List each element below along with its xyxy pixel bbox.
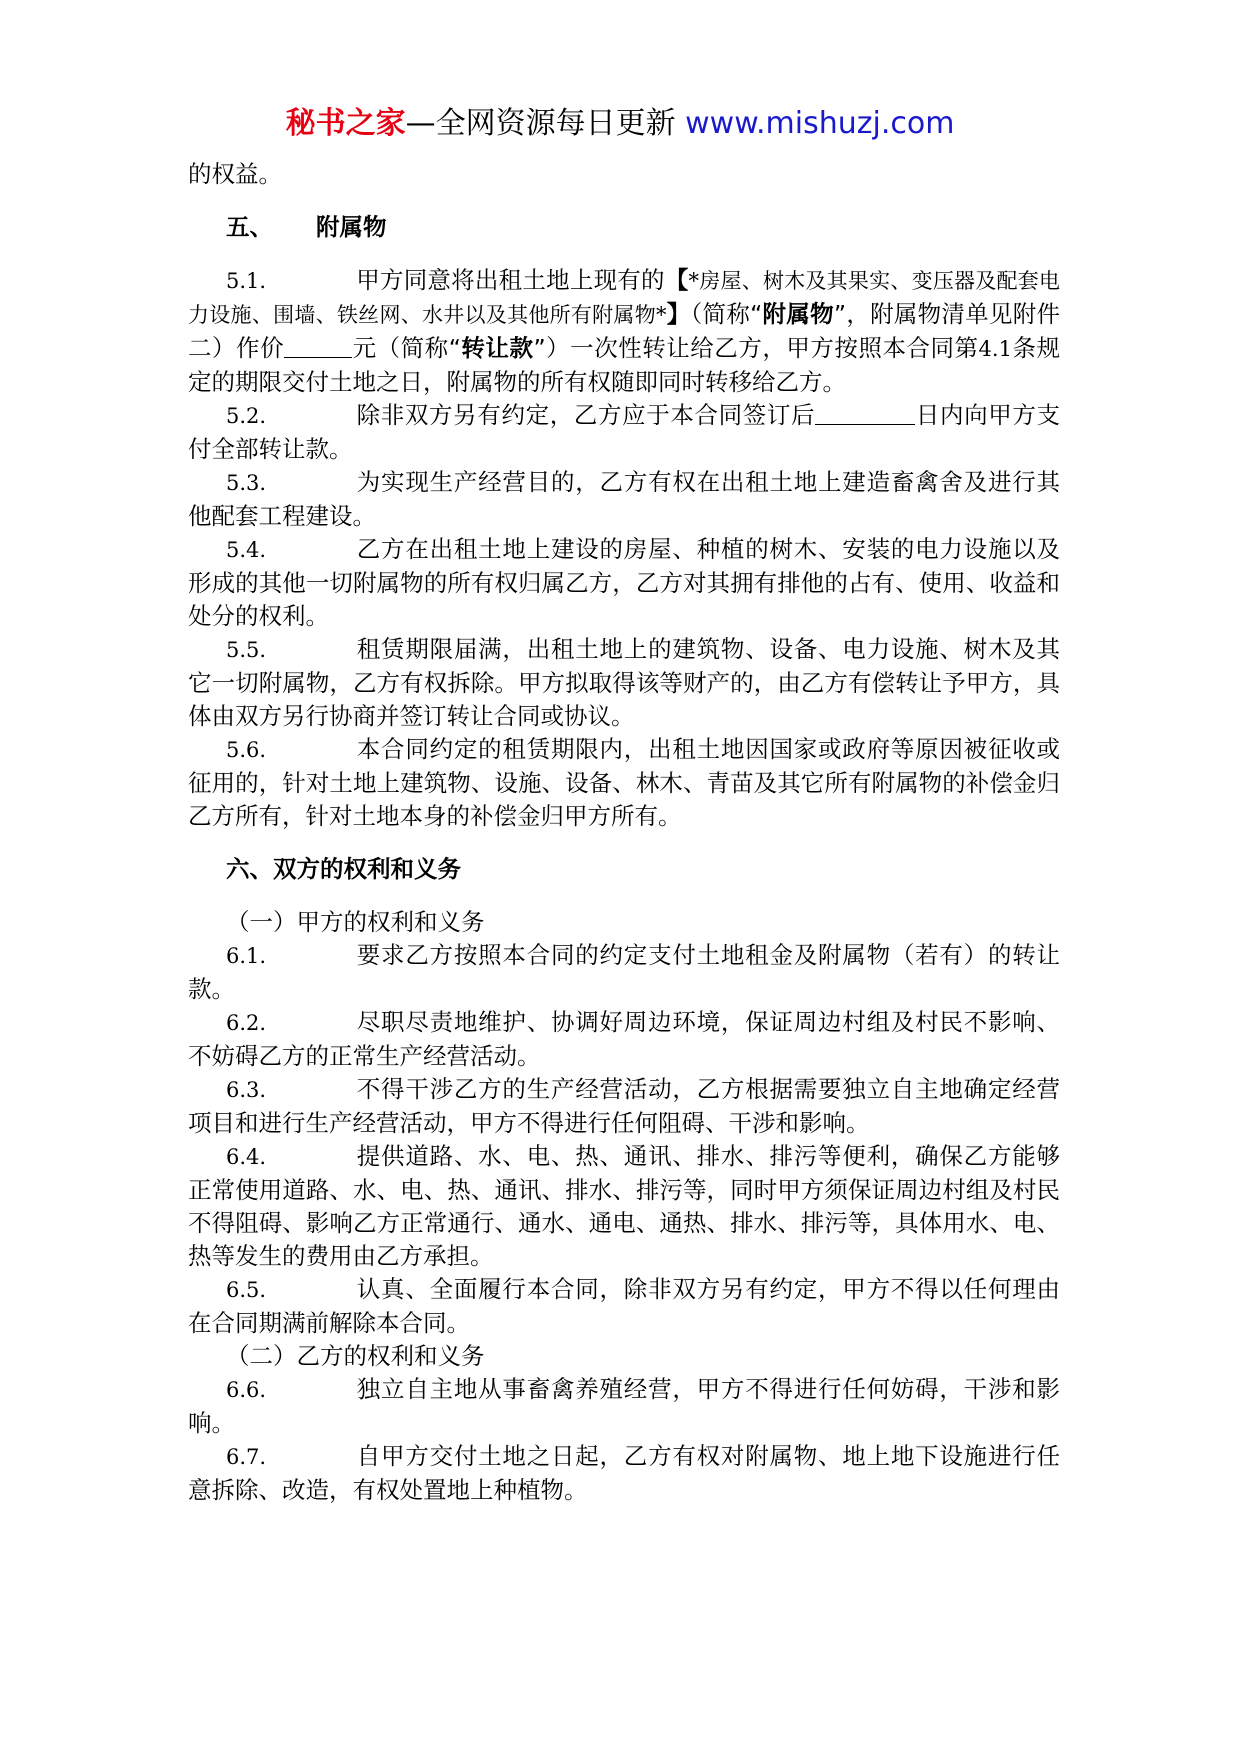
defined-term: 附属物 bbox=[762, 300, 834, 328]
clause-number: 6.1. bbox=[226, 944, 267, 968]
clause-number: 6.2. bbox=[226, 1011, 267, 1035]
clause-text: 乙方在出租土地上建设的房屋、种植的树木、安装的电力设施以及形成的其他一切附属物的所有权归属乙方，乙方对其拥有排他的占有、使用、收益和处分的权利。 bbox=[188, 535, 1060, 630]
clause-6-2 bbox=[188, 1006, 1060, 1073]
clause-number: 6.6. bbox=[226, 1378, 267, 1402]
clause-text: 为实现生产经营目的，乙方有权在出租土地上建造畜禽舍及进行其他配套工程建设。 bbox=[188, 468, 1060, 530]
section-6-heading: 六、双方的权利和义务 bbox=[226, 855, 461, 883]
site-header bbox=[0, 104, 1240, 144]
clause-text: 日内向甲方支付全部转让款。 bbox=[188, 401, 1061, 463]
intro-text: 的权益。 bbox=[188, 160, 282, 188]
clause-text: 尽职尽责地维护、协调好周边环境，保证周边村组及村民不影响、不妨碍乙方的正常生产经营活动。 bbox=[188, 1008, 1060, 1070]
document-body bbox=[188, 158, 1060, 1507]
clause-6-3 bbox=[188, 1073, 1060, 1140]
clause-text: 独立自主地从事畜禽养殖经营，甲方不得进行任何妨碍，干涉和影响。 bbox=[188, 1375, 1060, 1437]
clause-text: 认真、全面履行本合同，除非双方另有约定，甲方不得以任何理由在合同期满前解除本合同。 bbox=[188, 1275, 1060, 1337]
clause-text: 租赁期限届满，出租土地上的建筑物、设备、电力设施、树木及其它一切附属物，乙方有权拆除。甲方拟取得该等财产的，由乙方有偿转让予甲方，具体由双方另行协商并签订转让合同或协议。 bbox=[188, 635, 1060, 730]
clause-text: 条规定的期限交付土地之日，附属物的所有权随即同时转移给乙方。 bbox=[188, 334, 1060, 396]
clause-text: 甲方同意将出租土地上现有的 bbox=[356, 266, 665, 294]
clause-text: 提供道路、水、电、热、通讯、排水、排污等便利，确保乙方能够正常使用道路、水、电、热、通讯、排水、排污等，同时甲方须保证周边村组及村民不得阻碍、影响乙方正常通行、通水、通电、通热、排水、排污等，具体用水、电、热等发生的费用由乙方承担。 bbox=[188, 1142, 1060, 1270]
site-slogan: —全网资源每日更新 bbox=[405, 106, 686, 141]
clause-reference: 4.1 bbox=[978, 337, 1012, 361]
price-blank-field[interactable] bbox=[284, 333, 352, 358]
section-5-number: 五、 bbox=[226, 213, 273, 241]
clause-number: 5.1. bbox=[226, 269, 267, 293]
defined-term: 转让款 bbox=[460, 334, 534, 362]
clause-number: 6.3. bbox=[226, 1078, 267, 1102]
bracket-close: 】 bbox=[666, 300, 691, 328]
clause-text: 自甲方交付土地之日起，乙方有权对附属物、地上地下设施进行任意拆除、改造，有权处置地上种植物。 bbox=[188, 1442, 1060, 1504]
clause-number: 6.5. bbox=[226, 1278, 267, 1302]
clause-text: ”）一次性转让给乙方，甲方按照本合同第 bbox=[533, 334, 979, 362]
clause-text: 元（简称“ bbox=[352, 334, 461, 362]
clause-5-5 bbox=[188, 633, 1060, 733]
clause-text: 不得干涉乙方的生产经营活动，乙方根据需要独立自主地确定经营项目和进行生产经营活动，甲方不得进行任何阻碍、干涉和影响。 bbox=[188, 1075, 1060, 1137]
clause-6-4 bbox=[188, 1140, 1060, 1273]
clause-text: 本合同约定的租赁期限内，出租土地因国家或政府等原因被征收或征用的，针对土地上建筑物、设施、设备、林木、青苗及其它所有附属物的补偿金归乙方所有，针对土地本身的补偿金归甲方所有。 bbox=[188, 735, 1060, 830]
clause-number: 5.4. bbox=[226, 538, 267, 562]
days-blank-field[interactable] bbox=[815, 400, 915, 425]
site-brand: 秘书之家 bbox=[285, 106, 406, 141]
clause-text: （简称“ bbox=[690, 300, 763, 328]
subsection-party-a: （一）甲方的权利和义务 bbox=[226, 908, 485, 936]
clause-number: 5.6. bbox=[226, 738, 267, 762]
clause-6-1 bbox=[188, 939, 1060, 1006]
clause-6-5 bbox=[188, 1273, 1060, 1340]
subsection-party-b: （二）乙方的权利和义务 bbox=[226, 1342, 485, 1370]
section-5-title: 附属物 bbox=[316, 213, 387, 241]
bracket-open: 【 bbox=[664, 266, 689, 294]
clause-number: 5.2. bbox=[226, 404, 267, 428]
section-5-heading bbox=[226, 211, 1060, 244]
clause-5-2 bbox=[188, 399, 1060, 466]
clause-text: ”，附属物清单见附件二）作价 bbox=[188, 300, 1060, 362]
clause-number: 5.5. bbox=[226, 638, 267, 662]
clause-5-6 bbox=[188, 733, 1060, 833]
clause-number: 5.3. bbox=[226, 471, 267, 495]
clause-5-1 bbox=[188, 264, 1060, 399]
clause-text: 除非双方另有约定，乙方应于本合同签订后 bbox=[356, 401, 816, 429]
clause-5-3 bbox=[188, 466, 1060, 533]
site-url-link[interactable]: www.mishuzj.com bbox=[685, 106, 955, 141]
clause-text: *房屋、树木及其果实、变压器及配套电力设施、围墙、铁丝网、水井以及其他所有附属物* bbox=[188, 269, 1060, 327]
clause-6-6 bbox=[188, 1373, 1060, 1440]
clause-6-7 bbox=[188, 1440, 1060, 1507]
clause-text: 要求乙方按照本合同的约定支付土地租金及附属物（若有）的转让款。 bbox=[188, 941, 1060, 1003]
clause-number: 6.7. bbox=[226, 1445, 267, 1469]
clause-5-4 bbox=[188, 533, 1060, 633]
clause-number: 6.4. bbox=[226, 1145, 267, 1169]
